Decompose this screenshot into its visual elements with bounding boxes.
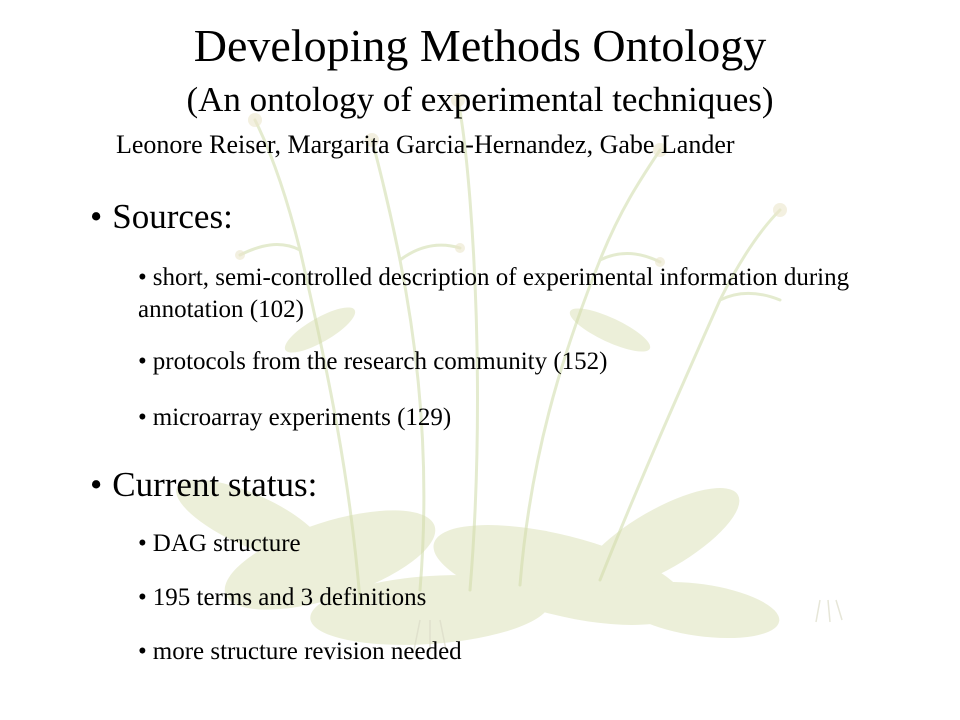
list-item-text: short, semi-controlled description of experimental information during annotation (102) [138,264,850,323]
section-heading-sources [90,196,233,238]
list-item [138,346,858,378]
bullet-glyph: • [138,264,147,291]
bullet-glyph: • [90,197,103,236]
bullet-glyph: • [138,530,147,557]
slide-title: Developing Methods Ontology [193,20,767,71]
list-item-text: 195 terms and 3 definitions [152,584,427,611]
list-item [138,262,858,326]
list-item [138,402,858,434]
bullet-glyph: • [138,638,147,665]
section-heading-current-status [90,464,317,506]
bullet-glyph: • [90,465,103,504]
section-heading-label: Sources: [112,197,233,236]
list-item [138,636,858,668]
list-item-text: protocols from the research community (152) [152,348,608,375]
list-item-text: DAG structure [152,530,301,557]
list-item [138,528,858,560]
section-heading-label: Current status: [112,465,318,504]
bullet-glyph: • [138,348,147,375]
bullet-glyph: • [138,404,147,431]
list-item-text: microarray experiments (129) [152,404,452,431]
authors-line: Leonore Reiser, Margarita Garcia-Hernandez, Gabe Lander [116,130,735,159]
list-item-text: more structure revision needed [152,638,462,665]
slide-subtitle: (An ontology of experimental techniques) [186,80,774,119]
list-item [138,582,858,614]
bullet-glyph: • [138,584,147,611]
